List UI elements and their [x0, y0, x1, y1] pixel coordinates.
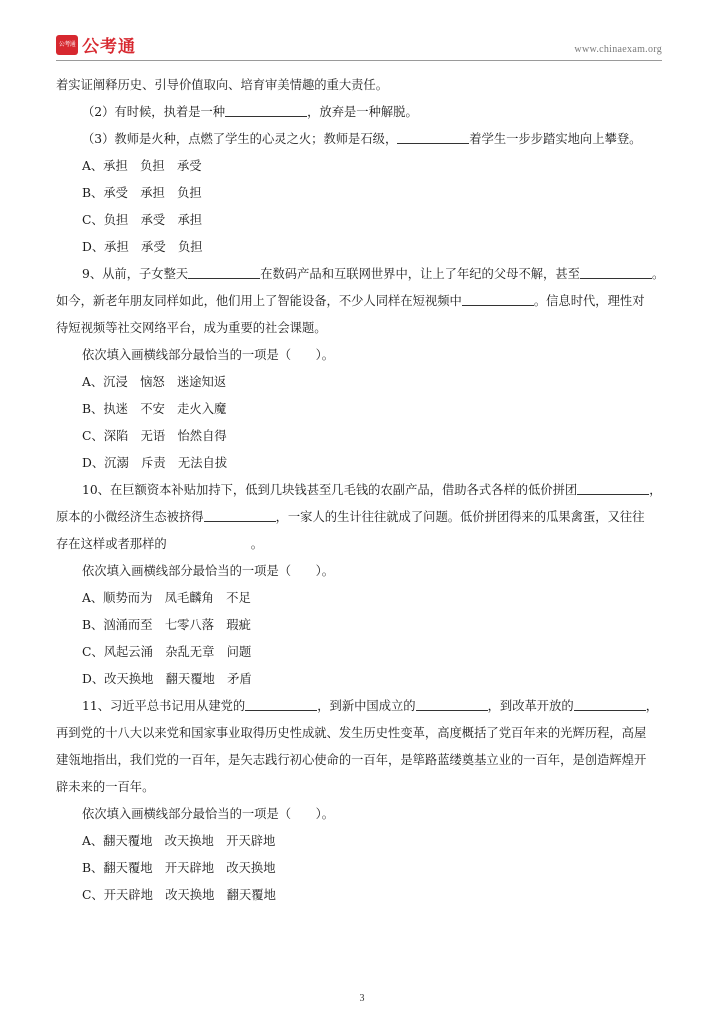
option-a: A、沉浸 恼怒 迷途知返: [82, 375, 227, 389]
fill-blank: [462, 291, 534, 306]
option-a: A、承担 负担 承受: [82, 159, 202, 173]
text: 存在这样或者那样的: [56, 537, 167, 551]
fill-blank: [245, 696, 317, 711]
sentence-2: [56, 99, 662, 126]
paragraph-line: 辟未来的一百年。: [56, 780, 155, 794]
text: 11、习近平总书记用从建党的: [82, 699, 246, 713]
option-d: D、沉溺 斥责 无法自拔: [82, 456, 228, 470]
text: 10、在巨额资本补贴加持下，低到几块钱甚至几毛钱的农副产品，借助各式各样的低价拼团: [82, 483, 578, 497]
paragraph-line: 再到党的十八大以来党和国家事业取得历史性成就、发生历史性变革，高度概括了党百年来的光辉历程，高屋: [56, 726, 647, 740]
text: 。信息时代，理性对: [533, 294, 645, 308]
sentence-3: [56, 126, 662, 153]
fill-blank: [577, 480, 649, 495]
text: ，一家人的生计往往就成了问题。低价拼团得来的瓜果禽蛋，又往往: [275, 510, 645, 524]
text: 9、从前，子女整天: [82, 267, 189, 281]
question-9: [56, 261, 665, 288]
fill-blank: [397, 129, 469, 144]
fill-blank: [188, 264, 260, 279]
text: ，到改革开放的: [487, 699, 574, 713]
logo-name: 公考通: [82, 37, 136, 57]
option-b: B、执迷 不安 走火入魔: [82, 402, 227, 416]
document-body: [56, 72, 665, 909]
option-c: C、深陷 无语 怡然自得: [82, 429, 227, 443]
paragraph-line: [56, 504, 662, 531]
option-a: A、翻天覆地 改天换地 开天辟地: [82, 834, 276, 848]
option-b: B、翻天覆地 开天辟地 改天换地: [82, 861, 276, 875]
paragraph-line: [56, 288, 662, 315]
paragraph-line: [56, 531, 662, 558]
option-c: C、风起云涌 杂乱无章 问题: [82, 645, 252, 659]
question-prompt: 依次填入画横线部分最恰当的一项是（ ）。: [82, 807, 335, 821]
question-11: [56, 693, 662, 720]
text: 。: [651, 267, 665, 281]
fill-blank: [204, 507, 276, 522]
question-10: [56, 477, 662, 504]
option-c: C、负担 承受 承担: [82, 213, 203, 227]
text: （3）教师是火种，点燃了学生的心灵之火；教师是石级，: [82, 132, 398, 146]
fill-blank: [225, 102, 307, 117]
text: ，: [649, 483, 662, 497]
text: （2）有时候，执着是一种: [82, 105, 226, 119]
option-d: D、改天换地 翻天覆地 矛盾: [82, 672, 252, 686]
fill-blank: [574, 696, 646, 711]
option-b: B、承受 承担 负担: [82, 186, 202, 200]
text: ，到新中国成立的: [317, 699, 416, 713]
page-number: 3: [359, 993, 365, 1004]
text: 原本的小微经济生态被挤得: [56, 510, 204, 524]
text: 。: [250, 537, 263, 551]
question-prompt: 依次填入画横线部分最恰当的一项是（ ）。: [82, 348, 335, 362]
logo-mark-icon: 公考通: [56, 35, 78, 55]
option-d: D、承担 承受 负担: [82, 240, 203, 254]
option-b: B、汹涌而至 七零八落 瑕疵: [82, 618, 251, 632]
paragraph-line: 着实证阐释历史、引导价值取向、培育审美情趣的重大责任。: [56, 78, 389, 92]
site-url: www.chinaexam.org: [574, 44, 662, 55]
page-header: [56, 30, 662, 61]
text: 如今，新老年朋友同样如此，他们用上了智能设备，不少人同样在短视频中: [56, 294, 462, 308]
text: ，放弃是一种解脱。: [307, 105, 418, 119]
text: 着学生一步步踏实地向上攀登。: [469, 132, 642, 146]
fill-blank: [416, 696, 488, 711]
logo: [56, 32, 136, 57]
paragraph-line: 待短视频等社交网络平台，成为重要的社会课题。: [56, 321, 327, 335]
fill-blank: [580, 264, 652, 279]
text: 在数码产品和互联网世界中，让上了年纪的父母不解，甚至: [260, 267, 580, 281]
option-a: A、顺势而为 凤毛麟角 不足: [82, 591, 251, 605]
text: ，: [645, 699, 659, 713]
option-c: C、开天辟地 改天换地 翻天覆地: [82, 888, 276, 902]
question-prompt: 依次填入画横线部分最恰当的一项是（ ）。: [82, 564, 335, 578]
paragraph-line: 建瓴地指出，我们党的一百年，是矢志践行初心使命的一百年，是筚路蓝缕奠基立业的一百年，是创造辉煌开: [56, 753, 647, 767]
